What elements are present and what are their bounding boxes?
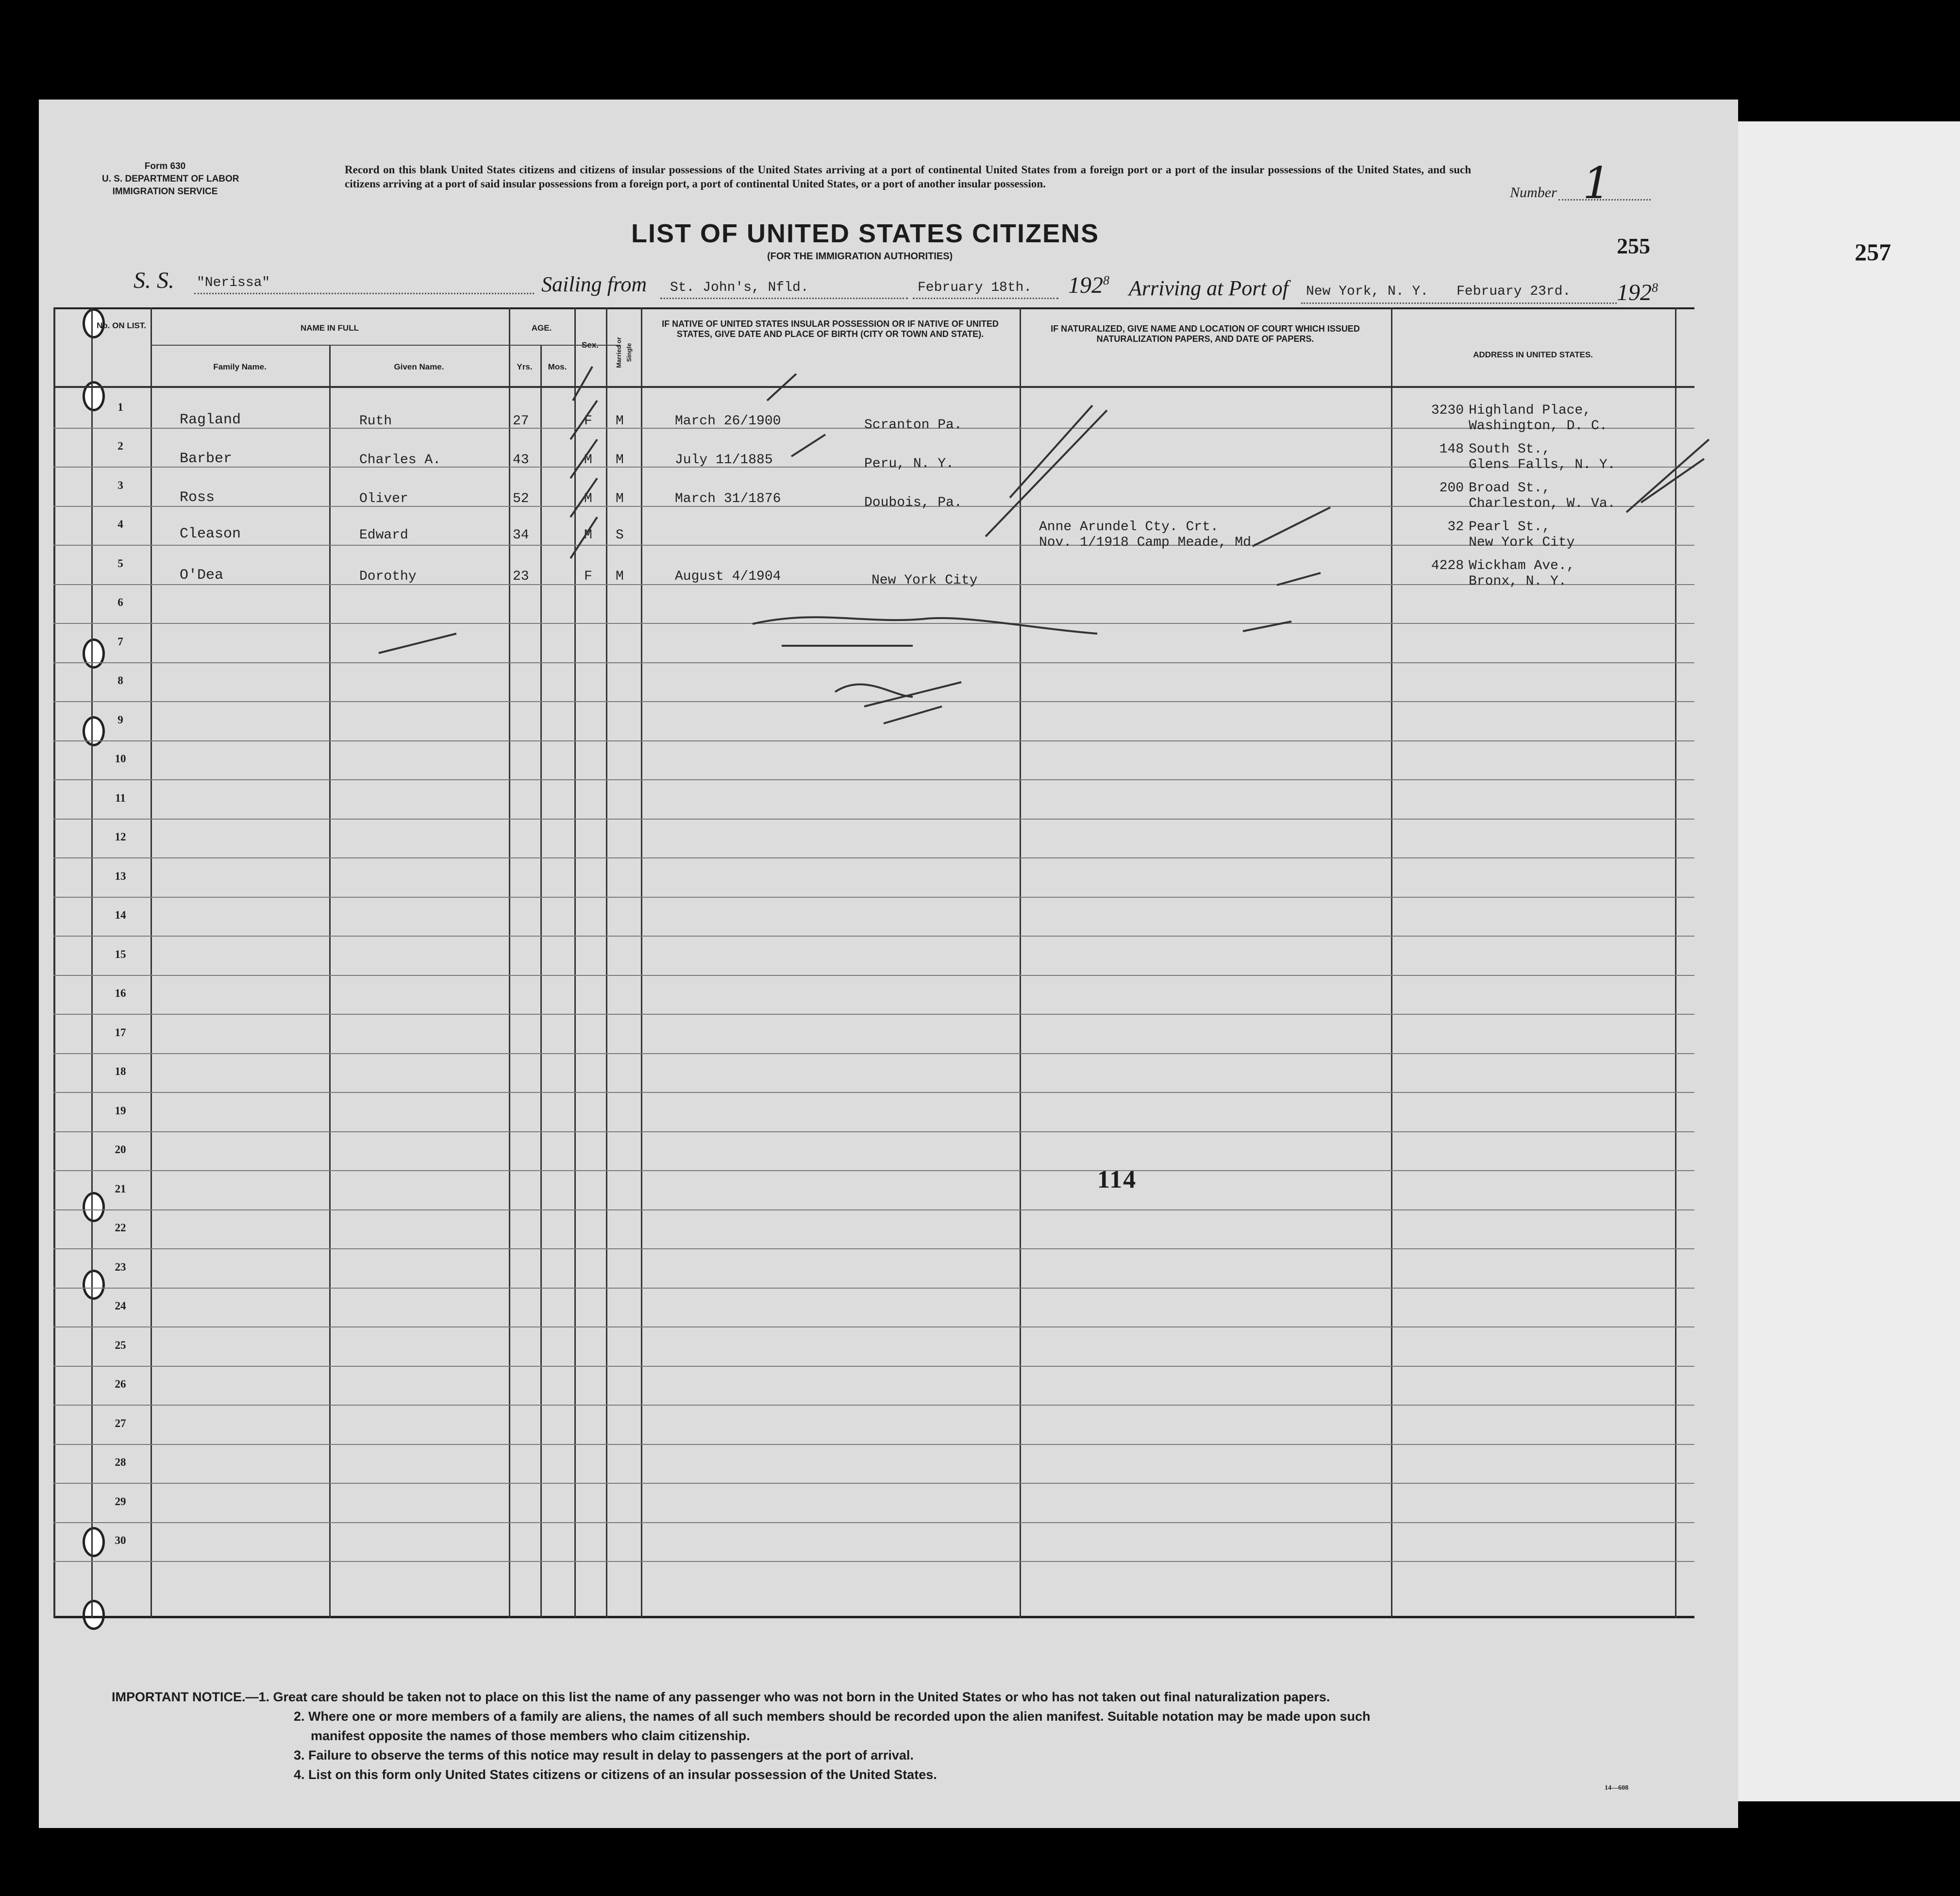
arriving-label: Arriving at Port of	[1129, 276, 1289, 300]
sex: F	[584, 569, 592, 584]
address-line2: Bronx, N. Y.	[1469, 574, 1567, 589]
row-number: 5	[117, 557, 123, 570]
marital-status: S	[616, 528, 624, 543]
address-number: 4228	[1431, 558, 1464, 573]
row-number: 6	[117, 596, 123, 608]
row-number: 7	[117, 635, 123, 648]
sex: M	[584, 453, 592, 468]
notice-item-4: 4. List on this form only United States citizens or citizens of an insular possession of the United States.	[294, 1767, 937, 1782]
birth-date: August 4/1904	[675, 569, 781, 584]
header-no-on-list: No. ON LIST.	[97, 321, 146, 330]
given-name: Charles A.	[359, 453, 441, 468]
header-given-name: Given Name.	[394, 362, 444, 371]
ship-name: "Nerissa"	[197, 275, 270, 290]
address-number: 32	[1447, 520, 1464, 535]
marital-status: M	[616, 414, 624, 429]
birth-place: Peru, N. Y.	[864, 456, 954, 471]
arrival-year-digit: 8	[1652, 281, 1658, 295]
address-number: 200	[1439, 481, 1464, 496]
document-title: LIST OF UNITED STATES CITIZENS	[631, 219, 1099, 248]
given-name: Dorothy	[359, 569, 417, 584]
manifest-sheet	[39, 100, 1738, 1828]
row-number: 2	[117, 440, 123, 452]
back-sheet	[1728, 121, 1960, 1801]
address-line2: Washington, D. C.	[1469, 419, 1608, 434]
header-name-in-full: NAME IN FULL	[301, 323, 359, 333]
header-birth: IF NATIVE OF UNITED STATES INSULAR POSSESSION OR IF NATIVE OF UNITED STATES, GIVE DATE AND PLACE OF BIRTH (CITY OR TOWN AND STATE).	[662, 319, 999, 339]
side-page-number: 257	[1855, 238, 1891, 266]
birth-place: Scranton Pa.	[864, 418, 962, 433]
family-name: Barber	[180, 451, 233, 467]
notice-item-1-text: 1. Great care should be taken not to place on this list the name of any passenger who was not born in the United States or who has not taken out final naturalization papers.	[258, 1690, 1330, 1704]
notice-heading: IMPORTANT NOTICE.—	[112, 1690, 259, 1704]
header-married-single: Married or Single	[615, 337, 633, 368]
header-yrs: Yrs.	[517, 362, 533, 371]
number-value: 1	[1583, 158, 1611, 209]
document-subtitle: (FOR THE IMMIGRATION AUTHORITIES)	[767, 251, 953, 262]
family-name: Ragland	[180, 412, 241, 428]
row-number: 23	[115, 1260, 126, 1273]
marital-status: M	[616, 569, 624, 584]
row-number: 11	[115, 791, 126, 804]
birth-date: March 31/1876	[675, 491, 781, 506]
row-number: 19	[115, 1104, 126, 1117]
header-family-name: Family Name.	[213, 362, 267, 371]
number-label: Number	[1510, 185, 1557, 201]
form-number: Form 630	[144, 161, 186, 171]
record-instructions: Record on this blank United States citizens and citizens of insular possessions of the United States arriving at a port of continental United States from a foreign port or a port of the insular possessions of the United States, and such citizens arriving at a port of said insular possessions from a foreign port, a port of continental United States, or a port of another insular possession.	[345, 164, 1471, 190]
family-name: Cleason	[180, 526, 241, 542]
row-number: 1	[117, 401, 123, 413]
row-number: 24	[115, 1300, 126, 1312]
address-line1: Highland Place,	[1469, 403, 1591, 418]
header-mos: Mos.	[548, 362, 567, 371]
address-number: 3230	[1431, 403, 1464, 418]
birth-date: July 11/1885	[675, 453, 773, 468]
row-number: 13	[115, 870, 126, 882]
row-number: 15	[115, 948, 126, 960]
header-naturalized: IF NATURALIZED, GIVE NAME AND LOCATION OF COURT WHICH ISSUED NATURALIZATION PAPERS, AND DATE OF PAPERS.	[1051, 324, 1360, 344]
row-number: 3	[117, 479, 123, 491]
age-years: 34	[513, 528, 529, 543]
address-line1: South St.,	[1469, 442, 1551, 457]
given-name: Edward	[359, 528, 408, 543]
notice-item-3: 3. Failure to observe the terms of this notice may result in delay to passengers at the port of arrival.	[294, 1748, 914, 1762]
sailing-year-digit: 8	[1103, 273, 1109, 287]
row-number: 18	[115, 1065, 126, 1077]
sailing-port: St. John's, Nfld.	[670, 280, 809, 295]
row-number: 20	[115, 1143, 126, 1156]
row-number: 21	[115, 1182, 126, 1195]
row-number: 30	[115, 1534, 126, 1546]
given-name: Ruth	[359, 414, 392, 429]
age-years: 23	[513, 569, 529, 584]
court-date: Nov. 1/1918 Camp Meade, Md.	[1039, 535, 1259, 550]
stamp-number: 114	[1097, 1166, 1137, 1193]
row-number: 29	[115, 1495, 126, 1508]
sailing-label: Sailing from	[541, 272, 647, 296]
page-number: 255	[1617, 234, 1650, 258]
department: U. S. DEPARTMENT OF LABOR	[102, 174, 239, 184]
row-number: 8	[117, 674, 123, 687]
row-number: 17	[115, 1026, 126, 1039]
address-line2: Glens Falls, N. Y.	[1469, 457, 1616, 472]
row-number: 10	[115, 753, 126, 765]
birth-place: New York City	[871, 573, 978, 588]
sex: M	[584, 491, 592, 506]
notice-item-2b: manifest opposite the names of those members who claim citizenship.	[311, 1728, 750, 1743]
printer-code: 14—608	[1605, 1784, 1628, 1792]
age-years: 27	[513, 414, 529, 429]
marital-status: M	[616, 453, 624, 468]
row-number: 14	[115, 909, 126, 921]
row-number: 25	[115, 1339, 126, 1351]
address-line2: Charleston, W. Va.	[1469, 496, 1616, 511]
row-number: 12	[115, 831, 126, 843]
family-name: O'Dea	[180, 567, 224, 584]
handwritten-check-marks	[39, 100, 1738, 1653]
address-line2: New York City	[1469, 535, 1575, 550]
arrival-date: February 23rd.	[1457, 284, 1571, 299]
row-number: 22	[115, 1222, 126, 1234]
arrival-year-prefix: 192	[1617, 280, 1652, 305]
family-name: Ross	[180, 489, 215, 506]
row-number: 26	[115, 1378, 126, 1390]
address-line1: Broad St.,	[1469, 481, 1551, 496]
row-number: 9	[117, 713, 123, 726]
given-name: Oliver	[359, 491, 408, 506]
header-sex: Sex.	[582, 340, 599, 350]
address-number: 148	[1439, 442, 1464, 457]
sex: M	[584, 528, 592, 543]
header-address: ADDRESS IN UNITED STATES.	[1473, 350, 1593, 359]
notice-item-1	[112, 1690, 1330, 1705]
header-age: AGE.	[531, 323, 552, 333]
sailing-year-prefix: 192	[1068, 272, 1103, 298]
age-years: 43	[513, 453, 529, 468]
court-name: Anne Arundel Cty. Crt.	[1039, 520, 1219, 535]
row-number: 16	[115, 987, 126, 999]
notice-item-2a: 2. Where one or more members of a family are aliens, the names of all such members should be recorded upon the alien manifest. Suitable notation may be made upon such	[294, 1709, 1371, 1724]
service: IMMIGRATION SERVICE	[112, 186, 218, 197]
ss-label: S. S.	[134, 268, 174, 293]
birth-date: March 26/1900	[675, 414, 781, 429]
arrival-port: New York, N. Y.	[1306, 284, 1429, 299]
marital-status: M	[616, 491, 624, 506]
age-years: 52	[513, 491, 529, 506]
row-number: 27	[115, 1417, 126, 1429]
address-line1: Pearl St.,	[1469, 520, 1551, 535]
sailing-date: February 18th.	[918, 280, 1032, 295]
birth-place: Doubois, Pa.	[864, 495, 962, 510]
sex: F	[584, 414, 592, 429]
row-number: 4	[117, 518, 123, 530]
address-line1: Wickham Ave.,	[1469, 558, 1575, 573]
row-number: 28	[115, 1456, 126, 1468]
